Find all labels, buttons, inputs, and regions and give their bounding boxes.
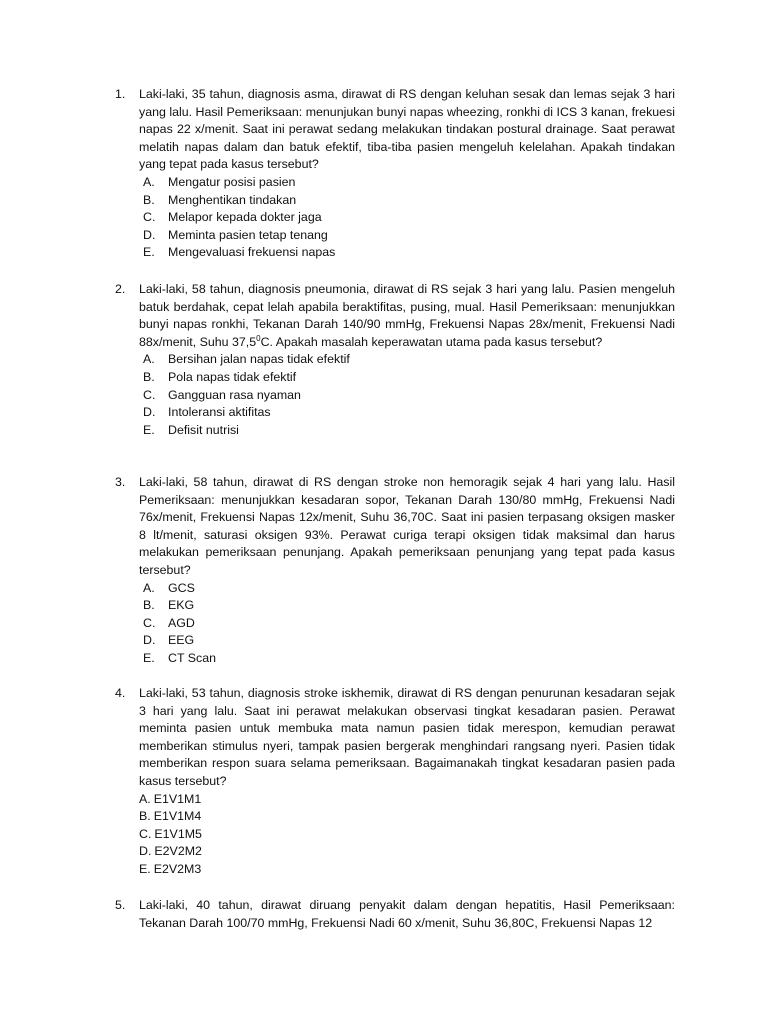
option-letter: C.: [143, 210, 156, 225]
option-b: [143, 597, 675, 615]
option-e: [143, 422, 675, 440]
option-letter: C.: [143, 615, 156, 630]
option-e: [143, 244, 675, 262]
option-d: [143, 632, 675, 650]
option-a: [139, 791, 675, 809]
answer-options: [143, 174, 675, 262]
question-text-part: Laki-laki, 58 tahun, diagnosis pneumonia, dirawat di RS sejak 3 hari yang lalu. Pasien mengeluh batuk berdahak, cepat lelah apabila beraktifitas, pusing, mual. Hasil Pemeriksaan: menunjukkan bunyi napas ronkhi, Tekanan Darah 140/90 mmHg, Frekuensi Napas 28x/menit, Frekuensi Nadi 88x/menit, Suhu 37,5: [139, 282, 675, 349]
option-b: [139, 808, 675, 826]
question-text: [139, 281, 675, 351]
answer-options: [143, 580, 675, 668]
option-text: Mengevaluasi frekuensi napas: [168, 245, 336, 260]
option-text: EKG: [168, 598, 195, 613]
option-text: E2V2M2: [154, 844, 202, 859]
option-letter: C.: [139, 826, 152, 841]
option-letter: D.: [143, 405, 156, 420]
option-a: [143, 351, 675, 369]
option-letter: A.: [143, 352, 155, 367]
option-letter: A.: [143, 580, 155, 595]
option-text: GCS: [168, 580, 195, 595]
question-number: 4.: [115, 686, 126, 700]
option-text: E1V1M4: [153, 809, 202, 824]
option-c: [143, 209, 675, 227]
option-text: Mengatur posisi pasien: [168, 174, 296, 189]
option-letter: E.: [143, 422, 155, 437]
question-number: 5.: [115, 898, 126, 912]
answer-options: [143, 351, 675, 439]
option-text: Pola napas tidak efektif: [168, 369, 297, 384]
option-letter: E.: [143, 650, 155, 665]
question-text: Laki-laki, 53 tahun, diagnosis stroke iskhemik, dirawat di RS dengan penurunan kesadaran sejak 3 hari yang lalu. Saat ini perawat melakukan observasi tingkat kesadaran pasien. Perawat meminta pasien untuk membuka mata namun pasien tidak merespon, kemudian perawat memberikan stimulus nyeri, tampak pasien bergerak menghindari rangsang nyeri. Pasien tidak memberikan respon suara selama pemeriksaan. Bagaimanakah tingkat kesadaran pasien pada kasus tersebut?: [139, 686, 675, 788]
option-letter: B.: [143, 192, 155, 207]
option-e: [143, 650, 675, 668]
option-text: Menghentikan tindakan: [168, 192, 297, 207]
question-number: 3.: [115, 475, 126, 489]
question-3: [115, 474, 675, 668]
option-text: Meminta pasien tetap tenang: [168, 227, 328, 242]
option-d: [143, 404, 675, 422]
option-letter: D.: [139, 844, 152, 859]
option-text: Intoleransi aktifitas: [168, 405, 271, 420]
question-number: 1.: [115, 87, 126, 101]
question-text-part: C. Apakah masalah keperawatan utama pada kasus tersebut?: [260, 334, 603, 349]
option-letter: E.: [143, 245, 155, 260]
option-letter: E.: [139, 861, 151, 876]
option-text: Bersihan jalan napas tidak efektif: [168, 352, 350, 367]
question-text: Laki-laki, 58 tahun, dirawat di RS dengan stroke non hemoragik sejak 4 hari yang lalu. Hasil Pemeriksaan: menunjukkan kesadaran sopor, Tekanan Darah 130/80 mmHg, Frekuensi Nadi 76x/menit, Frekuensi Napas 12x/menit, Suhu 36,70C. Saat ini pasien terpasang oksigen masker 8 lt/menit, saturasi oksigen 93%. Perawat curiga terapi oksigen tidak maksimal dan harus melakukan pemeriksaan penunjang. Apakah pemeriksaan penunjang yang tepat pada kasus tersebut?: [139, 475, 675, 577]
option-e: [139, 861, 675, 879]
option-letter: D.: [143, 633, 156, 648]
answer-options: [139, 791, 675, 879]
option-letter: B.: [143, 598, 155, 613]
option-text: E1V1M5: [154, 826, 202, 841]
option-text: EEG: [168, 633, 195, 648]
option-text: CT Scan: [168, 650, 216, 665]
question-5: [115, 897, 675, 932]
option-text: Gangguan rasa nyaman: [168, 387, 301, 402]
option-d: [143, 227, 675, 245]
option-d: [139, 843, 675, 861]
option-text: Defisit nutrisi: [168, 422, 239, 437]
question-text: Laki-laki, 35 tahun, diagnosis asma, dirawat di RS dengan keluhan sesak dan lemas sejak 3 hari yang lalu. Hasil Pemeriksaan: menunjukan bunyi napas wheezing, ronkhi di ICS 3 kanan, frekuesi napas 22 x/menit. Saat ini perawat sedang melakukan tindakan postural drainage. Saat perawat melatih napas dalam dan batuk efektif, tiba-tiba pasien mengeluh kelelahan. Apakah tindakan yang tepat pada kasus tersebut?: [139, 87, 675, 172]
question-4: [115, 685, 675, 879]
option-letter: C.: [143, 387, 156, 402]
question-2: [115, 281, 675, 439]
option-c: [139, 826, 675, 844]
question-1: [115, 86, 675, 262]
question-number: 2.: [115, 282, 126, 296]
option-letter: B.: [139, 809, 151, 824]
option-b: [143, 369, 675, 387]
option-c: [143, 615, 675, 633]
option-c: [143, 387, 675, 405]
option-letter: B.: [143, 369, 155, 384]
option-text: E1V1M1: [153, 791, 202, 806]
superscript-degree: 0: [256, 333, 261, 343]
option-text: Melapor kepada dokter jaga: [168, 210, 322, 225]
option-a: [143, 174, 675, 192]
option-b: [143, 192, 675, 210]
question-text: Laki-laki, 40 tahun, dirawat diruang penyakit dalam dengan hepatitis, Hasil Pemeriksaan: Tekanan Darah 100/70 mmHg, Frekuensi Nadi 60 x/menit, Suhu 36,80C, Frekuensi Napas 12: [139, 898, 675, 930]
option-letter: D.: [143, 227, 156, 242]
option-text: E2V2M3: [153, 861, 202, 876]
option-text: AGD: [168, 615, 195, 630]
option-a: [143, 580, 675, 598]
option-letter: A.: [143, 174, 155, 189]
option-letter: A.: [139, 791, 151, 806]
